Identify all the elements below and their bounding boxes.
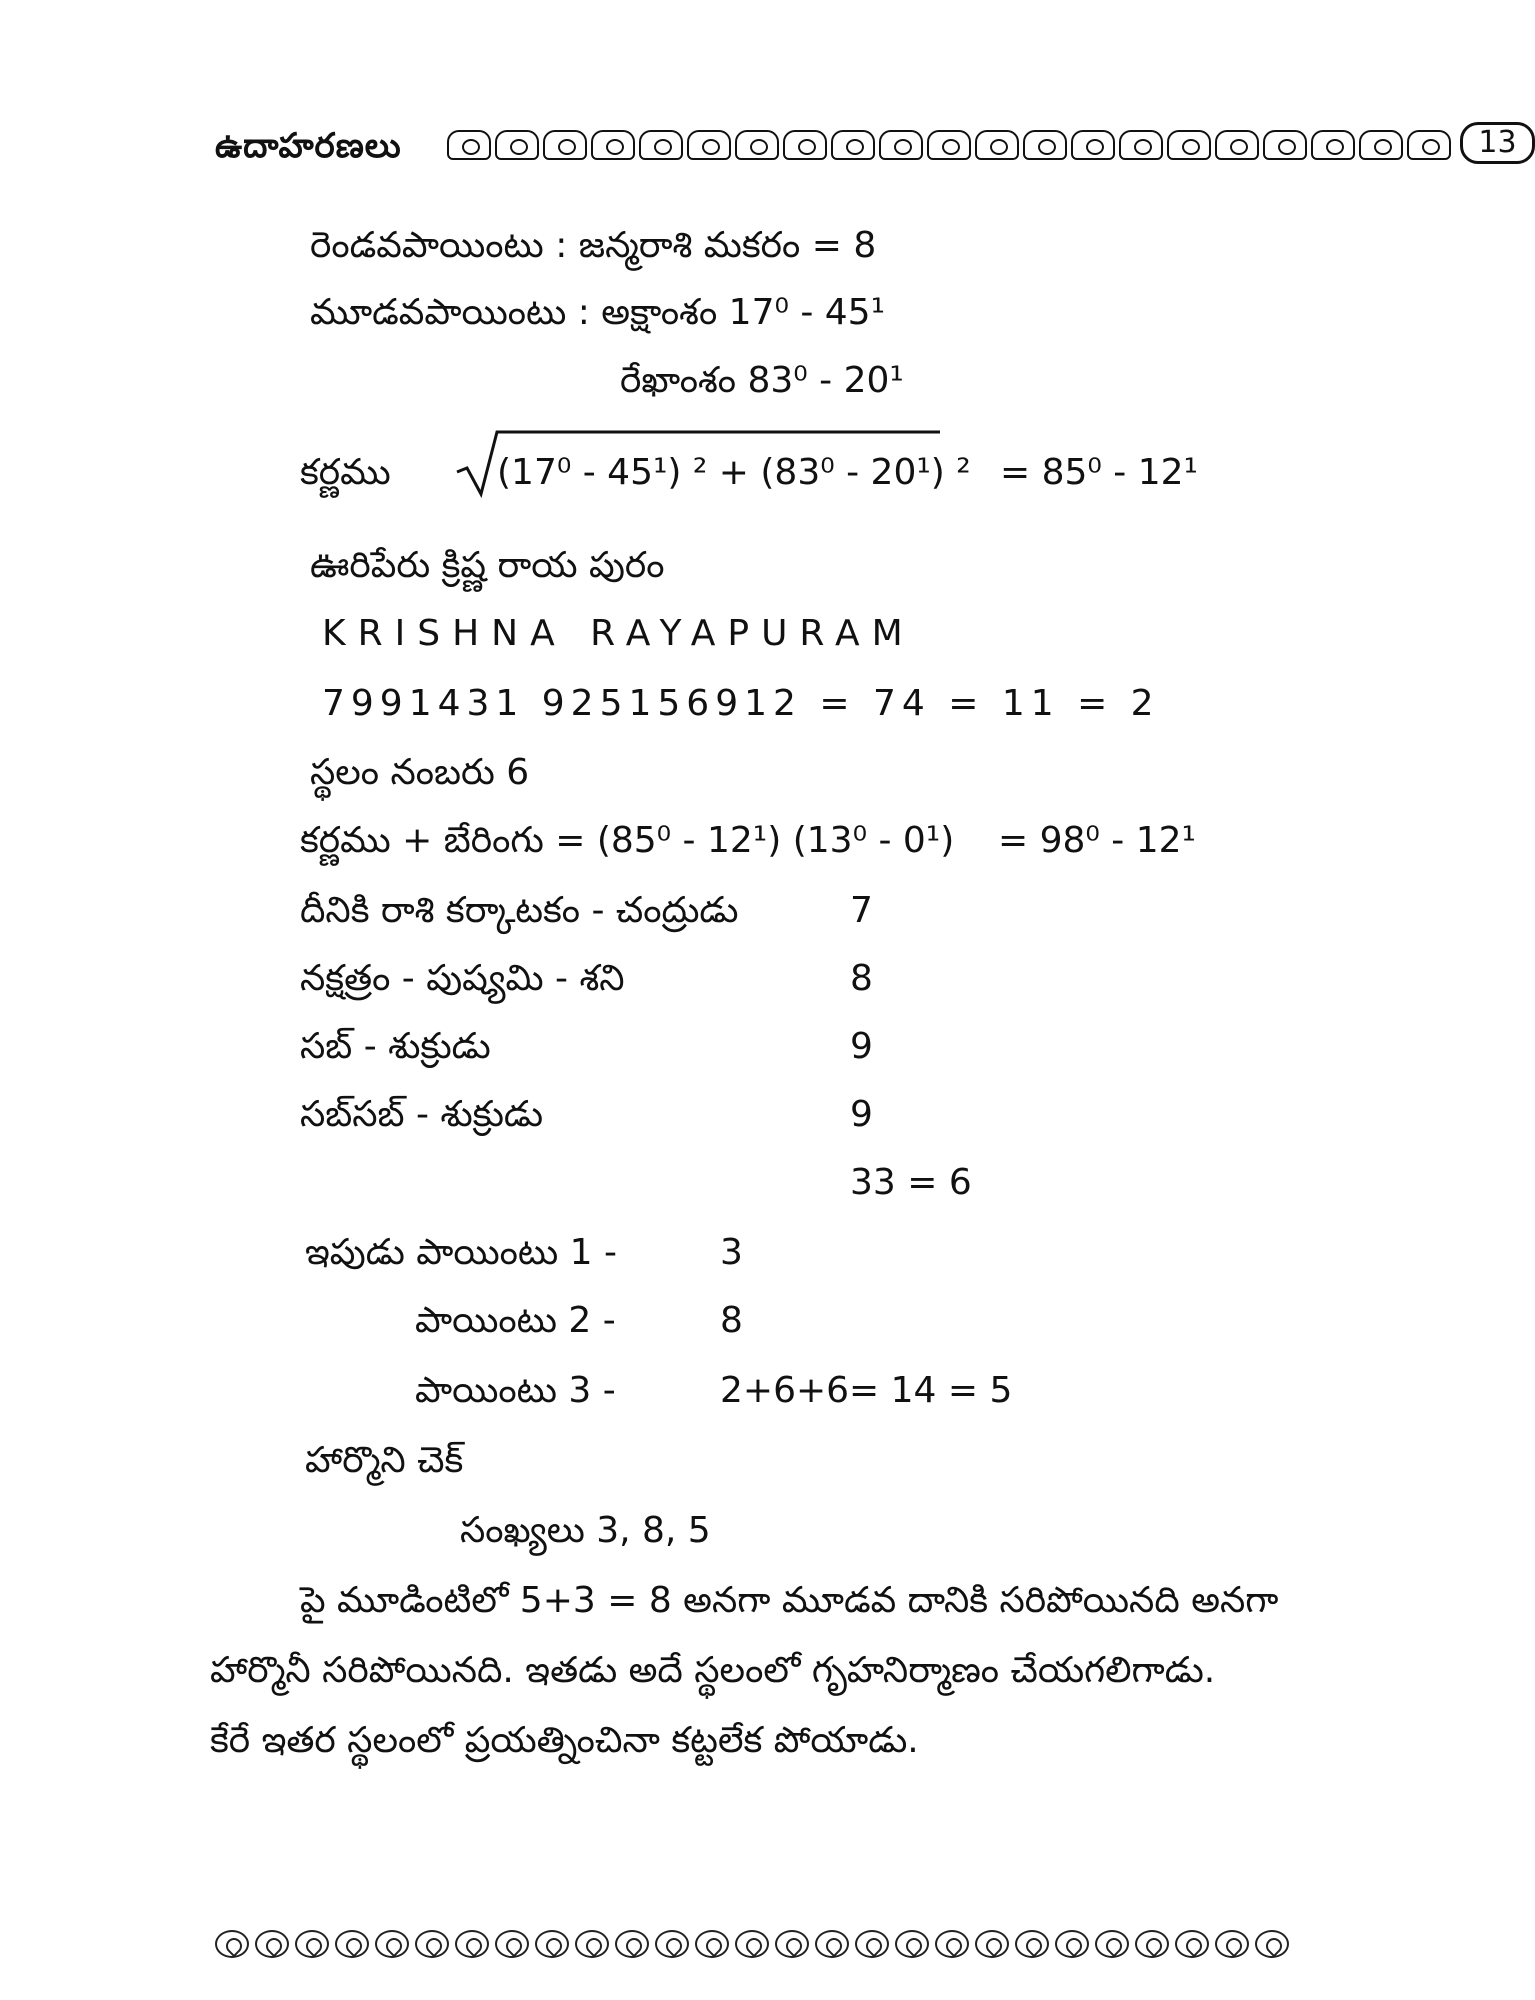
line-point2-value: 8 bbox=[720, 1300, 743, 1341]
line-point3-label: పాయింటు 3 - bbox=[415, 1370, 616, 1411]
line-point2-label: పాయింటు 2 - bbox=[415, 1300, 616, 1341]
line-second-point: రెండవపాయింటు : జన్మరాశి మకరం = 8 bbox=[310, 225, 877, 266]
line-total: 33 = 6 bbox=[850, 1162, 972, 1203]
page-header bbox=[215, 118, 1517, 176]
header-title: ఉదాహరణలు bbox=[215, 126, 402, 166]
line-point3-value: 2+6+6= 14 = 5 bbox=[720, 1370, 1013, 1411]
line-subsub-value: 9 bbox=[850, 1094, 873, 1135]
page-number: 13 bbox=[1460, 122, 1535, 164]
line-third-point-latitude: మూడవపాయింటు : అక్షాంశం 17⁰ - 45¹ bbox=[310, 292, 886, 333]
line-hypotenuse-result: = 85⁰ - 12¹ bbox=[1000, 452, 1198, 493]
line-subsub-label: సబ్‌సబ్ - శుక్రుడు bbox=[300, 1094, 544, 1135]
line-village-name-telugu: ఊరిపేరు క్రిష్ణ రాయ పురం bbox=[310, 545, 665, 586]
line-name-numerology: 7991431 925156912 = 74 = 11 = 2 bbox=[322, 683, 1160, 724]
line-sub-value: 9 bbox=[850, 1026, 873, 1067]
line-sub-label: సబ్ - శుక్రుడు bbox=[300, 1026, 491, 1067]
paragraph-line-3: కేరే ఇతర స్థలంలో ప్రయత్నించినా కట్టలేక పోయాడు. bbox=[210, 1720, 919, 1761]
square-root-content: (17⁰ - 45¹) ² + (83⁰ - 20¹) ² bbox=[497, 452, 971, 493]
line-place-number: స్థలం నంబరు 6 bbox=[310, 752, 530, 793]
line-hypotenuse-label: కర్ణము bbox=[300, 452, 391, 493]
line-point1-label: ఇపుడు పాయింటు 1 - bbox=[305, 1232, 617, 1273]
line-hypotenuse-bearing-result: = 98⁰ - 12¹ bbox=[998, 820, 1196, 861]
paragraph-line-2: హార్మొనీ సరిపోయినది. ఇతడు అదే స్థలంలో గృహనిర్మాణం చేయగలిగాడు. bbox=[210, 1650, 1216, 1691]
line-point1-value: 3 bbox=[720, 1232, 743, 1273]
line-numbers: సంఖ్యలు 3, 8, 5 bbox=[460, 1510, 711, 1551]
line-harmony-check: హార్మొని చెక్ bbox=[305, 1440, 464, 1481]
line-nakshatra-value: 8 bbox=[850, 958, 873, 999]
line-rasi-label: దీనికి రాశి కర్కాటకం - చంద్రుడు bbox=[300, 890, 739, 931]
header-ornament-border bbox=[447, 130, 1457, 164]
paragraph-line-1: పై మూడింటిలో 5+3 = 8 అనగా మూడవ దానికి సరిపోయినది అనగా bbox=[300, 1580, 1279, 1621]
line-nakshatra-label: నక్షత్రం - పుష్యమి - శని bbox=[300, 958, 625, 999]
line-rasi-value: 7 bbox=[850, 890, 873, 931]
line-longitude: రేఖాంశం 83⁰ - 20¹ bbox=[620, 360, 904, 401]
line-village-name-english: KRISHNA RAYAPURAM bbox=[322, 613, 915, 654]
footer-ornament-border bbox=[215, 1930, 1325, 1962]
line-hypotenuse-bearing: కర్ణము + బేరింగు = (85⁰ - 12¹) (13⁰ - 0¹) bbox=[300, 820, 955, 861]
